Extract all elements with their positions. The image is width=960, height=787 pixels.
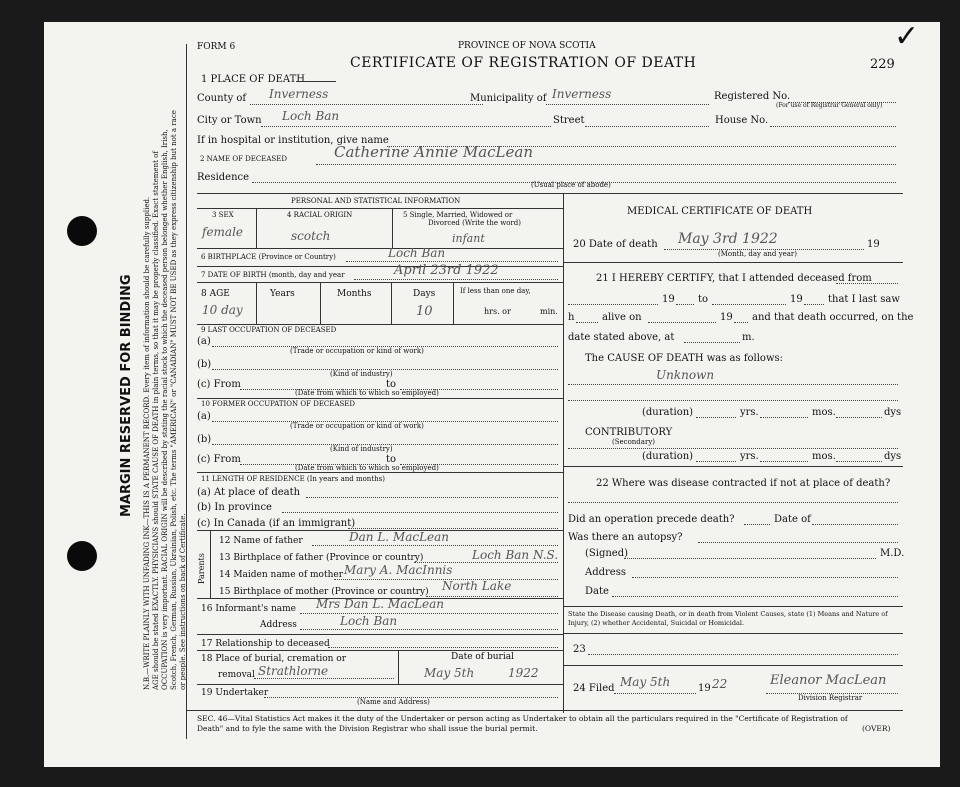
filed-value: May 5th: [620, 675, 671, 689]
city-value: Loch Ban: [282, 109, 340, 123]
death-date-note: (Month, day and year): [718, 250, 797, 258]
mother-label: 14 Maiden name of mother: [219, 570, 344, 580]
medical-heading: MEDICAL CERTIFICATE OF DEATH: [627, 206, 813, 217]
county-value: Inverness: [269, 87, 329, 101]
contrib-duration: (duration): [642, 451, 694, 462]
footer-sec-1: SEC. 46—Vital Statistics Act makes it the duty of the Undertaker or person acting as Undertaker to obtain all the particulars required in the "Certificate of Registration of: [197, 714, 848, 723]
death-date-value: May 3rd 1922: [678, 231, 778, 247]
municipality-label: Municipality of: [470, 93, 547, 104]
burial-date-value: May 5th: [424, 666, 475, 680]
mother-birthplace-value: North Lake: [442, 579, 512, 593]
q23-label: 23: [573, 644, 586, 655]
birthplace-value: Loch Ban: [388, 246, 446, 260]
informant-address-label: Address: [260, 620, 297, 630]
city-label: City or Town: [197, 115, 262, 126]
marital-value: infant: [452, 232, 485, 245]
days-label: Days: [413, 289, 436, 299]
certify-occurred: and that death occurred, on the: [752, 312, 914, 323]
residence-label: Residence: [197, 172, 250, 183]
cause-duration: (duration): [642, 407, 694, 418]
mother-value: Mary A. MacInnis: [344, 563, 453, 577]
house-label: House No.: [715, 115, 769, 126]
certify-h: h: [568, 312, 575, 323]
margin-instruction-3: OCCUPATION is very important. RACIAL ORIGIN will be described by stating the racial stock to which the deceased person belonged whether English, Irish,: [161, 129, 169, 690]
cause-dys: dys: [884, 407, 902, 418]
death-year-prefix: 19: [867, 239, 880, 250]
deceased-label: 2 NAME OF DECEASED: [200, 155, 287, 163]
father-label: 12 Name of father: [219, 536, 303, 546]
former-occupation-heading: 10 FORMER OCCUPATION OF DECEASED: [201, 400, 355, 408]
certificate-paper: [44, 19, 940, 767]
informant-value: Mrs Dan L. MacLean: [316, 597, 445, 611]
informant-label: 16 Informant's name: [201, 604, 297, 614]
last-occ-to: to: [386, 379, 397, 390]
undertaker-note: (Name and Address): [357, 698, 430, 706]
relationship-label: 17 Relationship to deceased: [201, 639, 330, 649]
margin-instruction-1: N.B.—WRITE PLAINLY WITH UNFADING INK—THIS IS A PERMANENT RECORD. Every item of information should be carefully supplied.: [143, 196, 151, 690]
certify-alive: alive on: [602, 312, 642, 323]
sex-label: 3 SEX: [212, 211, 234, 219]
residence-a: (a) At place of death: [197, 487, 301, 498]
form-number: FORM 6: [197, 42, 236, 52]
months-label: Months: [337, 289, 372, 299]
registered-label: Registered No.: [714, 91, 791, 102]
former-occ-a: (a): [197, 411, 211, 422]
days-value: 10: [416, 304, 433, 319]
place-heading: 1 PLACE OF DEATH: [201, 74, 305, 85]
cause-yrs: yrs.: [740, 407, 759, 418]
margin-binding-label: MARGIN RESERVED FOR BINDING: [119, 274, 134, 517]
filed-year-value: 22: [712, 677, 728, 691]
margin-rule: [186, 44, 187, 739]
division-registrar-note: Division Registrar: [798, 694, 863, 702]
contrib-mos: mos.: [812, 451, 836, 462]
certify-date-stated: date stated above, at: [568, 332, 675, 343]
former-occ-trade-note: (Trade or occupation or kind of work): [290, 422, 424, 430]
county-label: County of: [197, 93, 247, 104]
former-occ-b: (b): [197, 434, 212, 445]
last-occ-date-note: (Date from which to which so employed): [295, 389, 439, 397]
deceased-value: Catherine Annie MacLean: [334, 143, 533, 161]
personal-heading: PERSONAL AND STATISTICAL INFORMATION: [291, 197, 461, 205]
former-occ-to: to: [386, 454, 397, 465]
burial-year-value: 1922: [508, 666, 539, 680]
binding-hole-top: [67, 216, 97, 246]
mother-birthplace-label: 15 Birthplace of mother (Province or country): [219, 587, 429, 597]
filed-year-prefix: 19: [698, 683, 711, 694]
min-label: min.: [540, 307, 558, 316]
burial-label-2: removal: [218, 670, 255, 680]
death-date-label: 20 Date of death: [573, 239, 658, 250]
margin-instruction-2: AGE should be stated EXACTLY. PHYSICIANS should STATE CAUSE OF DEATH in plain terms, so that it may be properly classified. Exact statement of: [152, 151, 160, 690]
hrs-label: hrs. or: [484, 307, 511, 316]
residence-b: (b) In province: [197, 502, 272, 513]
contributory-label: CONTRIBUTORY: [585, 427, 673, 438]
margin-instruction-5: or people. See instructions on back of Certificate.: [179, 513, 187, 690]
certificate-title: CERTIFICATE OF REGISTRATION OF DEATH: [350, 55, 697, 71]
age-value: 10 day: [202, 303, 243, 317]
burial-label-1: 18 Place of burial, cremation or: [201, 654, 347, 664]
certify-to: to: [698, 294, 709, 305]
marital-label-1: 5 Single, Married, Widowed or: [403, 211, 513, 219]
certificate-number: 229: [870, 57, 895, 72]
registrar-signature: Eleanor MacLean: [770, 673, 887, 688]
age-label: 8 AGE: [201, 289, 230, 299]
medical-address-label: Address: [585, 567, 626, 578]
operation-date-label: Date of: [774, 514, 811, 525]
signed-label: (Signed): [585, 548, 629, 559]
residence-length-heading: 11 LENGTH OF RESIDENCE (In years and months): [201, 475, 385, 483]
burial-value: Strathlorne: [258, 664, 329, 678]
q22-label: 22 Where was disease contracted if not at place of death?: [596, 478, 891, 489]
residence-c: (c) In Canada (if an immigrant): [197, 518, 356, 529]
father-value: Dan L. MacLean: [349, 530, 450, 544]
certify-19a: 19: [662, 294, 675, 305]
burial-date-label: Date of burial: [451, 652, 514, 662]
certify-label: 21 I HEREBY CERTIFY, that I attended deceased from: [596, 273, 872, 284]
marital-label-2: Divorced (Write the word): [428, 219, 521, 227]
last-occupation-heading: 9 LAST OCCUPATION OF DECEASED: [201, 326, 337, 334]
medical-date-label: Date: [585, 586, 609, 597]
secondary-note: (Secondary): [612, 438, 655, 446]
operation-label: Did an operation precede death?: [568, 514, 735, 525]
hospital-label: If in hospital or institution, give name: [197, 135, 389, 146]
province-label: PROVINCE OF NOVA SCOTIA: [458, 41, 596, 51]
binding-hole-bottom: [67, 541, 97, 571]
residence-note: (Usual place of abode): [531, 181, 611, 189]
filed-label: 24 Filed: [573, 683, 615, 694]
last-occ-a: (a): [197, 336, 211, 347]
last-occ-trade-note: (Trade or occupation or kind of work): [290, 347, 424, 355]
racial-label: 4 RACIAL ORIGIN: [287, 211, 353, 219]
years-label: Years: [270, 289, 295, 299]
margin-instruction-4: Scotch, French, German, Russian, Ukrainian, Polish, etc. The terms "AMERICAN" or "CANADIAN" MUST NOT BE USED as they express citizenship but not a race: [170, 110, 178, 690]
former-occ-industry-note: (Kind of industry): [330, 445, 393, 453]
street-label: Street: [553, 115, 585, 126]
autopsy-label: Was there an autopsy?: [568, 532, 683, 543]
last-occ-industry-note: (Kind of industry): [330, 370, 393, 378]
less-than-day-label: If less than one day,: [460, 287, 531, 295]
cause-label: The CAUSE OF DEATH was as follows:: [585, 353, 784, 364]
former-occ-from: (c) From: [197, 454, 241, 465]
undertaker-label: 19 Undertaker: [201, 688, 269, 698]
state-note-2: Injury, (2) whether Accidental, Suicidal or Homicidal.: [568, 619, 745, 627]
contrib-dys: dys: [884, 451, 902, 462]
father-birthplace-value: Loch Ban N.S.: [472, 548, 559, 562]
registrar-note: (For use of Registrar General only): [776, 102, 883, 109]
last-occ-from: (c) From: [197, 379, 241, 390]
cause-value: Unknown: [656, 368, 715, 382]
sex-value: female: [202, 225, 244, 239]
informant-address-value: Loch Ban: [340, 614, 398, 628]
footer-sec-2: Death" and to fyle the same with the Division Registrar who shall issue the burial permit.: [197, 724, 538, 733]
state-note-1: State the Disease causing Death, or in death from Violent Causes, state (1) Means and Nature of: [568, 610, 888, 618]
md-label: M.D.: [880, 548, 905, 559]
former-occ-date-note: (Date from which to which so employed): [295, 464, 439, 472]
last-occ-b: (b): [197, 359, 212, 370]
parents-label: Parents: [197, 553, 206, 584]
birthplace-label: 6 BIRTHPLACE (Province or Country): [201, 253, 336, 261]
check-mark: ✓: [894, 19, 920, 54]
certify-m: m.: [742, 332, 755, 343]
dob-value: April 23rd 1922: [394, 263, 499, 278]
contrib-yrs: yrs.: [740, 451, 759, 462]
municipality-value: Inverness: [552, 87, 612, 101]
racial-value: scotch: [291, 229, 331, 243]
footer-over: (OVER): [862, 724, 891, 733]
father-birthplace-label: 13 Birthplace of father (Province or country): [219, 553, 424, 563]
certify-last-saw: that I last saw: [828, 294, 900, 305]
dob-label: 7 DATE OF BIRTH (month, day and year: [201, 271, 345, 279]
cause-mos: mos.: [812, 407, 836, 418]
certify-19c: 19: [720, 312, 733, 323]
certify-19b: 19: [790, 294, 803, 305]
